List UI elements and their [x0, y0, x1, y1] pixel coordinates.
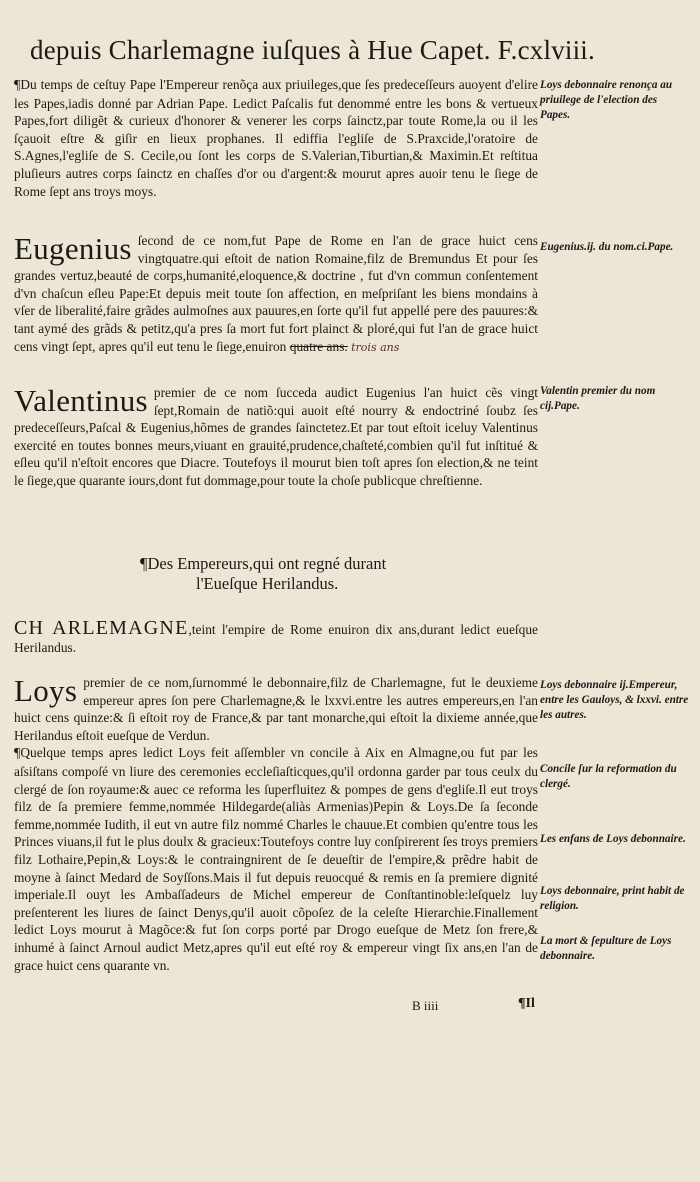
entry-valentinus	[14, 384, 538, 490]
paragraph-text: Du temps de ceſtuy Pape l'Empereur renõça aux priuileges,que ſes predeceſſeurs auoyent d'elire les Papes,iadis donné par Adrian Pape. Ledict Paſcalis fut denommé entre les bons & vertueux Papes,fort diligẽt & curieux d'honorer & venerer les corps ſainctz,par toute Rome,la ou il les ſçauoit eſtre & giſir en lieux prophanes. Il ediffia l'egliſe de S.Praxcide,l'oratoire de S.Agnes,l'egliſe de S. Cecile,ou ſont les corps de S.Valerian,Tiburtian,& Maximin.Et reſtitua pluſieurs autres corps ſainctz en chaſſes d'or ou d'argent:& mourut apres auoir tenu le ſiege de Rome ſept ans troys moys.	[14, 77, 538, 199]
charlemagne-caps: CH ARLEMAGNE	[14, 617, 189, 639]
margin-note-enfans: Les enfans de Loys debonnaire.	[540, 833, 686, 845]
margin-note-valentinus: Valentin premier du nom cij.Pape.	[540, 385, 656, 412]
margin-note-eugenius: Eugenius.ij. du nom.ci.Pape.	[540, 241, 674, 253]
loys-text-1: premier de ce nom,ſurnommé le debonnaire,filz de Charlemagne, fut le deuxieme empereur apres ſon pere Charlemagne,& le lxxvi.entre les autres empereurs,en l'an huict cens quinze:& ſi eſtoit roy de France,& par tant monarche,qui eſtoit la dixieme année,que Herilandus eſtoit eueſque de Verdun.	[14, 675, 538, 743]
drop-name-loys: Loys	[14, 673, 78, 708]
running-head: depuis Charlemagne iuſques à Hue Capet. F.cxlviii.	[30, 35, 595, 65]
paragraph-pascalis	[14, 76, 538, 200]
pilcrow-mark: ¶	[14, 746, 21, 762]
section-title	[140, 554, 440, 594]
valentinus-text: premier de ce nom ſucceda audict Eugenius l'an huict cẽs vingt ſept,Romain de natiõ:qui auoit eſté nourry & endoctriné ſoubz ſes predeceſſeurs,Paſcal & Eugenius,hõmes de grandes ſainctetez.Et par tout eſtoit iceluy Valentinus exercité en toutes bonnes meurs,viuant en grauité,prudence,chaſteté,combien qu'il fut inſtitué & eſleu qu'il n'eſtoit encores que Diacre. Toutefoys il mourut bien toſt apres ſon election,& ne teint le ſiege,que quarante iours,dont fut dommage,pour toute la choſe publicque chreſtienne.	[14, 385, 538, 488]
margin-note-loys: Loys debonnaire ij.Empereur, entre les Gauloys, & lxxvi. entre les autres.	[540, 679, 689, 721]
drop-name-valentinus: Valentinus	[14, 383, 148, 418]
margin-note-concile: Concile ſur la reformation du clergé.	[540, 763, 677, 790]
struck-text: quatre ans.	[289, 338, 348, 354]
margin-note-habit: Loys debonnaire, print habit de religion.	[540, 885, 685, 912]
handwritten-correction: trois ans	[351, 340, 400, 354]
paragraph-charlemagne	[14, 617, 538, 656]
margin-note-mort: La mort & ſepulture de Loys debonnaire.	[540, 935, 672, 962]
margin-note-election: Loys debonnaire renonça au priuilege de l'election des Papes.	[540, 79, 673, 121]
entry-eugenius	[14, 232, 538, 356]
pilcrow-mark: ¶	[14, 78, 21, 93]
charlemagne-text: ,teint l'empire de Rome enuiron dix ans,durant ledict eueſque Herilandus.	[14, 622, 538, 655]
eugenius-text: ſecond de ce nom,fut Pape de Rome en l'an de grace huict cens vingtquatre.qui eſtoit de nation Romaine,filz de Bremundus Et pour ſes grandes vertuz,beauté de corps,humanité,eloquence,& doctrine , fut d'vn commun conſentement d'vn chaſcun eſleu Pape:Et depuis meit toute ſon affection, en meſpriſant les biens mondains à vſer de liberalité,faire grãdes aulmoſnes aux pauures,en ſorte qu'il fut appellé pere des pauures:& tant aymé des grãds & petitz,qu'a pres ſa mort fut fort plainct & ploré,qui fut l'an de grace huict cens vingt ſept, apres qu'il eut tenu le ſiege,enuiron	[14, 233, 538, 354]
section-title-line2: l'Eueſque Herilandus.	[196, 574, 339, 593]
catchword: ¶Il	[518, 996, 535, 1011]
section-title-line1: ¶Des Empereurs,qui ont regné durant	[140, 554, 387, 573]
loys-text-2: Quelque temps apres ledict Loys feit aſſembler vn concile à Aix en Almagne,ou fut par les aſsiſtans compoſé vn liure des ceremonies eccleſiaſticques,qu'il ordonna garder par tous ceulx du clergé de ſon royaume:& auec ce reforma les ſuperfluitez & pompes de gens d'egliſe.Il eut troys filz de ſa premiere femme,nommée Hildegarde(aliàs Armenias)Pepin & Loys.De ſa ſeconde femme,nommée Iudith, il eut vn autre filz nommé Charles le chauue.Et combien qu'entre tous les Princes viuans,il fut le plus doulx & gracieux:Toutefoys contre luy conſpirerent ſes troys premiers filz Lothaire,Pepin,& Loys:& le contraingnirent de ſe deueſtir de l'empire,& prẽdre habit de moyne à ſainct Medard de Soyſſons.Mais il fut depuis reuocqué & remis en ſa premiere dignité imperiale.Il ouyt les Ambaſſadeurs de Michel empereur de Conſtantinoble:leſquelz luy preſenterent les liures de ſainct Denys,qu'il auoit cõpoſez de la celeſte Hierarchie.Finallement ledict Loys mourut à Magõce:& fut ſon corps porté par Drogo eueſque de Metz ſon frere,& inhumé à ſainct Arnoul audict Metz,apres qu'il eut eſté roy & empereur vingt ſix ans,en l'an de grace huict cens quarante vn.	[14, 745, 538, 973]
signature-mark: B iiii	[412, 998, 439, 1013]
entry-loys	[14, 674, 538, 974]
drop-name-eugenius: Eugenius	[14, 231, 132, 266]
